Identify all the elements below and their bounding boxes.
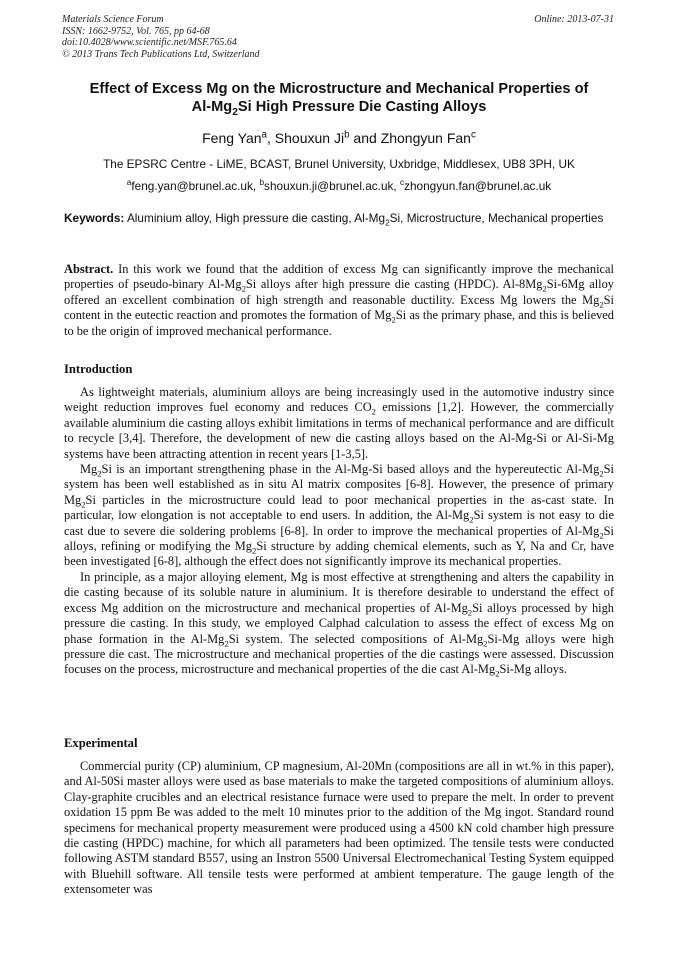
subscript: 2	[97, 468, 102, 479]
keywords	[64, 211, 614, 227]
subscript: 2	[599, 468, 604, 479]
introduction-body	[64, 385, 614, 678]
body-text: Si-Mg alloys were high pressure die cast. The microstructure and mechanical properties of the die castings were assessed. Discussion focuses on the process, microstructure and mechanical properties of the die cast Al-Mg	[64, 631, 614, 677]
author-list: Feng Yan$^a$, Shouxun Ji$^b$ and Zhongyun Fan$^c$	[202, 129, 476, 146]
body-text: emissions [1,2]. However, the commercially available aluminium die casting alloys exhibit limitations in terms of mechanical performance and are difficult to recycle [3,4]. Therefore, the development of new die casting alloys based on the Al-Mg-Si or Al-Si-Mg systems have been attracting attention in recent years [1-3,5].	[64, 400, 614, 461]
author-sup: a	[261, 129, 267, 141]
introduction-heading: Introduction	[64, 362, 133, 376]
subscript: 2	[467, 607, 473, 618]
intro-paragraph-2	[64, 462, 614, 570]
body-text: In principle, as a major alloying element, Mg is most effective at strengthening and alters the capability in die casting because of its soluble nature in aluminium. It is therefore desirable to understand the effect of excess Mg addition on the microstructure and mechanical properties of Al-Mg	[64, 569, 614, 615]
body-text: Si system has been well established as in situ Al matrix composites [6-8]. However, the presence of primary Mg	[64, 462, 614, 507]
author-name: Feng Yan	[202, 130, 262, 146]
journal-header	[62, 14, 260, 60]
body-text: Si system. The selected compositions of Al-Mg	[228, 631, 484, 646]
abstract-text: Si as the primary phase, and this is believed to be the origin of improved mechanical performance.	[64, 308, 614, 338]
keywords-text: Si, Microstructure, Mechanical properties	[389, 211, 604, 225]
abstract-paragraph	[64, 262, 614, 339]
title-subscript: 2	[232, 106, 238, 118]
abstract-text: Si alloys after high pressure die casting (HPDC). Al-8Mg	[245, 277, 543, 292]
experimental-paragraph-1: Commercial purity (CP) aluminium, CP magnesium, Al-20Mn (compositions are all in wt.% in this paper), and Al-50Si master alloys were used as base materials to make the targeted compositions of aluminium alloys. Clay-graphite crucibles and an electrical resistance furnace were used to prepare the melt. In order to prevent oxidation 15 ppm Be was added to the melt 10 minutes prior to the addition of the Mg ingot. Standard round specimens for mechanical property measurement were produced using a 4500 kN cold chamber high pressure die casting (HPDC) machine, for which all parameters had been optimized. The tensile tests were conducted following ASTM standard B557, using an Instron 5500 Universal Electromechanical Testing System equipped with Bluehill software. All tensile tests were performed at ambient temperature. The gauge length of the extensometer was	[64, 759, 614, 897]
title-text: Si High Pressure Die Casting Alloys	[237, 99, 487, 115]
title-text: Al-Mg	[191, 99, 233, 115]
body-text: Si structure by adding chemical elements, such as Y, Na and Cr, have been investigated [6-8], although the effect does not significantly improve its mechanical properties.	[64, 539, 615, 569]
intro-paragraph-3	[64, 570, 614, 678]
subscript: 2	[599, 299, 604, 310]
author-sup: b	[344, 129, 350, 141]
affiliation: The EPSRC Centre - LiME, BCAST, Brunel University, Uxbridge, Middlesex, UB8 3PH, UK	[103, 157, 575, 171]
paper-title	[40, 80, 638, 116]
subscript: 2	[252, 545, 257, 556]
online-date: Online: 2013-07-31	[534, 14, 614, 25]
body-text: Si alloys processed by high pressure die casting. In this study, we employed Calphad calculation to assess the effect of excess Mg on phase formation in the Al-Mg	[64, 600, 614, 646]
email-sup: b	[259, 178, 265, 188]
title-line-2	[40, 98, 638, 116]
subscript: 2	[483, 637, 488, 648]
keywords-subscript: 2	[385, 218, 390, 228]
author-name: Zhongyun Fan	[380, 130, 471, 146]
body-text: Si alloys, refining or modifying the Mg	[64, 523, 614, 554]
experimental-body	[64, 759, 614, 898]
intro-paragraph-1	[64, 385, 614, 462]
body-text: As lightweight materials, aluminium alloys are being increasingly used in the automotive industry since weight reduction improves fuel economy and reduces CO	[64, 385, 614, 415]
subscript: 2	[542, 283, 547, 294]
issn-line: ISSN: 1662-9752, Vol. 765, pp 64-68	[62, 25, 210, 37]
abstract-text: In this work we found that the addition of excess Mg can significantly improve the mechanical properties of pseudo-binary Al-Mg	[64, 262, 614, 292]
subscript: 2	[495, 668, 500, 679]
experimental-heading: Experimental	[64, 736, 138, 750]
author-name: Shouxun Ji	[274, 130, 345, 146]
email-link[interactable]: shouxun.ji@brunel.ac.uk,	[264, 179, 397, 193]
subscript: 2	[599, 530, 604, 541]
subscript: 2	[241, 283, 246, 294]
abstract	[64, 262, 614, 339]
email-link[interactable]: zhongyun.fan@brunel.ac.uk	[404, 179, 552, 193]
email-sup: a	[126, 178, 132, 188]
doi-line: doi:10.4028/www.scientific.net/MSF.765.64	[62, 37, 237, 49]
subscript: 2	[224, 637, 229, 648]
author-sup: c	[470, 129, 476, 141]
copyright-line: © 2013 Trans Tech Publications Ltd, Switzerland	[62, 48, 260, 60]
body-text: Si particles in the microstructure could lead to poor mechanical properties in the as-cast state. In particular, low elongation is not acceptable to end users. In addition, the Al-Mg	[64, 492, 614, 523]
journal-name: Materials Science Forum	[62, 14, 164, 25]
subscript: 2	[469, 514, 474, 525]
abstract-text: Si content in the eutectic reaction and promotes the formation of Mg	[64, 292, 614, 323]
body-text: Mg	[80, 462, 98, 477]
keywords-text: Aluminium alloy, High pressure die casting, Al-Mg	[124, 211, 386, 225]
email-link[interactable]: feng.yan@brunel.ac.uk,	[131, 179, 257, 193]
body-text: Si is an important strengthening phase in the Al-Mg-Si based alloys and the hypereutectic Al-Mg	[101, 462, 600, 477]
keywords-label: Keywords:	[64, 211, 125, 225]
subscript: 2	[371, 406, 376, 417]
author-conjunction: and	[353, 130, 377, 146]
subscript: 2	[81, 499, 86, 510]
abstract-label: Abstract.	[64, 262, 114, 276]
body-text: Si system is not easy to die cast due to severe die soldering problems [6-8]. In order to improve the mechanical properties of Al-Mg	[64, 508, 614, 538]
subscript: 2	[391, 314, 396, 325]
email-sup: c	[399, 178, 405, 188]
abstract-text: Si-6Mg alloy offered an excellent combination of high strength and reasonable ductility. Excess Mg lowers the Mg	[64, 277, 614, 307]
body-text: Si-Mg alloys.	[499, 662, 567, 677]
email-list	[40, 179, 638, 193]
title-line-1: Effect of Excess Mg on the Microstructure and Mechanical Properties of	[89, 81, 589, 97]
